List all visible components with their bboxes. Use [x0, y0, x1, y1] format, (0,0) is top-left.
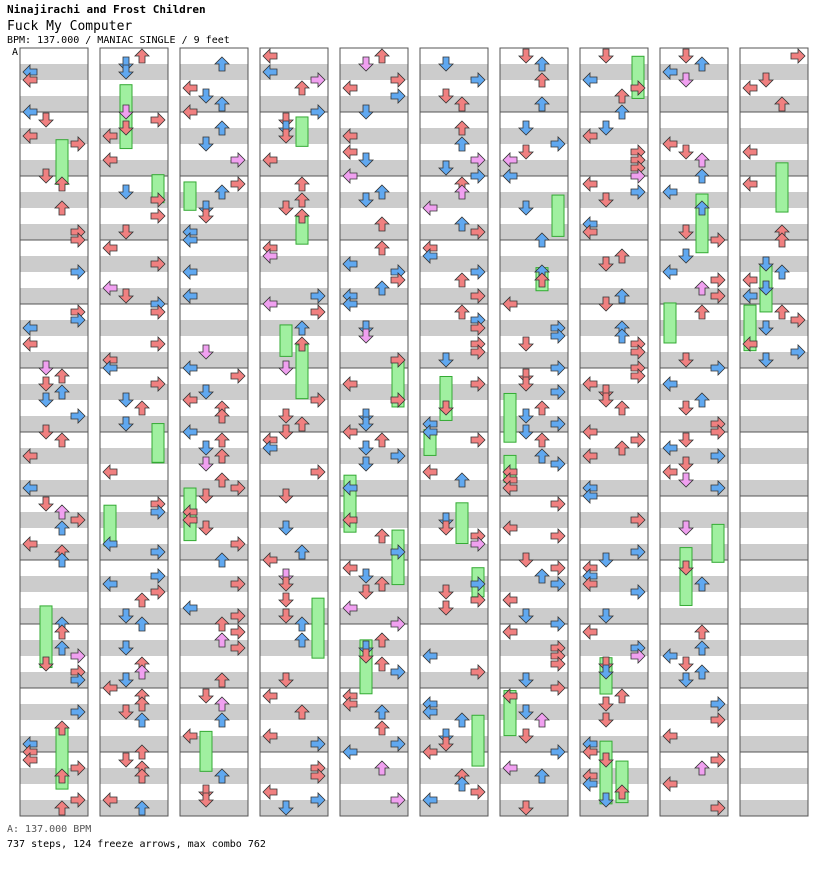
beat-stripe: [740, 720, 808, 736]
beat-stripe: [500, 784, 568, 800]
beat-stripe: [420, 400, 488, 416]
beat-stripe: [500, 544, 568, 560]
freeze-arrow-icon: [504, 393, 516, 442]
chart-info: BPM: 137.000 / MANIAC SINGLE / 9 feet: [7, 35, 230, 46]
beat-stripe: [20, 432, 88, 448]
beat-stripe: [260, 576, 328, 592]
song-title: Fuck My Computer: [7, 19, 133, 34]
beat-stripe: [180, 448, 248, 464]
freeze-arrow-icon: [296, 117, 308, 146]
beat-stripe: [260, 672, 328, 688]
beat-stripe: [260, 272, 328, 288]
beat-stripe: [660, 96, 728, 112]
beat-stripe: [20, 496, 88, 512]
beat-stripe: [740, 672, 808, 688]
beat-stripe: [740, 96, 808, 112]
beat-stripe: [580, 464, 648, 480]
freeze-arrow-icon: [664, 303, 676, 343]
freeze-arrow-icon: [280, 325, 292, 356]
beat-stripe: [740, 368, 808, 384]
beat-stripe: [740, 400, 808, 416]
beat-stripe: [180, 464, 248, 480]
beat-stripe: [580, 800, 648, 816]
freeze-arrow-icon: [552, 195, 564, 236]
beat-stripe: [260, 336, 328, 352]
beat-stripe: [180, 64, 248, 80]
beat-stripe: [580, 320, 648, 336]
beat-stripe: [180, 336, 248, 352]
beat-stripe: [100, 80, 168, 96]
beat-stripe: [740, 496, 808, 512]
beat-stripe: [740, 480, 808, 496]
beat-stripe: [20, 688, 88, 704]
bpm-marker: A: [12, 47, 19, 58]
beat-stripe: [100, 736, 168, 752]
beat-stripe: [580, 400, 648, 416]
beat-stripe: [20, 592, 88, 608]
beat-stripe: [260, 176, 328, 192]
beat-stripe: [100, 480, 168, 496]
beat-stripe: [660, 80, 728, 96]
beat-stripe: [740, 544, 808, 560]
beat-stripe: [100, 624, 168, 640]
beat-stripe: [580, 608, 648, 624]
beat-stripe: [180, 560, 248, 576]
chart-stats: 737 steps, 124 freeze arrows, max combo 762: [7, 839, 266, 850]
beat-stripe: [420, 48, 488, 64]
freeze-arrow-icon: [680, 548, 692, 606]
beat-stripe: [100, 608, 168, 624]
beat-stripe: [500, 272, 568, 288]
beat-stripe: [340, 320, 408, 336]
beat-stripe: [340, 240, 408, 256]
beat-stripe: [420, 768, 488, 784]
beat-stripe: [580, 672, 648, 688]
beat-stripe: [500, 64, 568, 80]
beat-stripe: [420, 96, 488, 112]
beat-stripe: [20, 384, 88, 400]
beat-stripe: [420, 608, 488, 624]
freeze-arrow-icon: [472, 715, 484, 766]
beat-stripe: [260, 192, 328, 208]
beat-stripe: [740, 608, 808, 624]
beat-stripe: [580, 720, 648, 736]
beat-stripe: [20, 288, 88, 304]
beat-stripe: [740, 800, 808, 816]
beat-stripe: [20, 48, 88, 64]
beat-stripe: [580, 304, 648, 320]
beat-stripe: [740, 768, 808, 784]
beat-stripe: [660, 400, 728, 416]
bpm-legend: A: 137.000 BPM: [7, 824, 92, 835]
beat-stripe: [260, 496, 328, 512]
beat-stripe: [740, 208, 808, 224]
beat-stripe: [20, 208, 88, 224]
freeze-arrow-icon: [152, 424, 164, 463]
freeze-arrow-icon: [776, 163, 788, 212]
beat-stripe: [740, 624, 808, 640]
beat-stripe: [20, 160, 88, 176]
beat-stripe: [260, 480, 328, 496]
beat-stripe: [180, 688, 248, 704]
beat-stripe: [420, 624, 488, 640]
beat-stripe: [180, 704, 248, 720]
beat-stripe: [260, 368, 328, 384]
beat-stripe: [100, 400, 168, 416]
beat-stripe: [740, 128, 808, 144]
beat-stripe: [340, 48, 408, 64]
beat-stripe: [100, 96, 168, 112]
beat-stripe: [740, 240, 808, 256]
beat-stripe: [180, 320, 248, 336]
beat-stripe: [20, 576, 88, 592]
beat-stripe: [740, 384, 808, 400]
beat-stripe: [660, 208, 728, 224]
beat-stripe: [20, 176, 88, 192]
beat-stripe: [340, 224, 408, 240]
freeze-arrow-icon: [296, 345, 308, 399]
beat-stripe: [500, 112, 568, 128]
beat-stripe: [180, 304, 248, 320]
beat-stripe: [260, 352, 328, 368]
beat-stripe: [20, 624, 88, 640]
beat-stripe: [340, 208, 408, 224]
beat-stripe: [20, 192, 88, 208]
beat-stripe: [100, 640, 168, 656]
beat-stripe: [260, 224, 328, 240]
beat-stripe: [740, 704, 808, 720]
beat-stripe: [340, 336, 408, 352]
beat-stripe: [20, 368, 88, 384]
beat-stripe: [180, 800, 248, 816]
beat-stripe: [260, 416, 328, 432]
beat-stripe: [580, 112, 648, 128]
beat-stripe: [20, 720, 88, 736]
beat-stripe: [260, 528, 328, 544]
beat-stripe: [420, 512, 488, 528]
beat-stripe: [260, 320, 328, 336]
beat-stripe: [260, 512, 328, 528]
beat-stripe: [100, 720, 168, 736]
beat-stripe: [660, 576, 728, 592]
beat-stripe: [500, 256, 568, 272]
beat-stripe: [20, 464, 88, 480]
beat-stripe: [100, 224, 168, 240]
beat-stripe: [100, 704, 168, 720]
beat-stripe: [20, 560, 88, 576]
beat-stripe: [660, 608, 728, 624]
beat-stripe: [420, 112, 488, 128]
beat-stripe: [740, 432, 808, 448]
beat-stripe: [260, 208, 328, 224]
beat-stripe: [740, 64, 808, 80]
song-artist: Ninajirachi and Frost Children: [7, 3, 206, 16]
beat-stripe: [20, 608, 88, 624]
beat-stripe: [340, 192, 408, 208]
beat-stripe: [500, 80, 568, 96]
beat-stripe: [740, 416, 808, 432]
freeze-arrow-icon: [312, 598, 324, 658]
beat-stripe: [260, 704, 328, 720]
beat-stripe: [740, 688, 808, 704]
beat-stripe: [580, 704, 648, 720]
beat-stripe: [740, 224, 808, 240]
beat-stripe: [180, 784, 248, 800]
beat-stripe: [660, 624, 728, 640]
beat-stripe: [660, 496, 728, 512]
beat-stripe: [100, 64, 168, 80]
beat-stripe: [340, 640, 408, 656]
beat-stripe: [20, 352, 88, 368]
beat-stripe: [740, 464, 808, 480]
freeze-arrow-icon: [456, 503, 468, 544]
beat-stripe: [100, 320, 168, 336]
beat-stripe: [740, 592, 808, 608]
beat-stripe: [180, 768, 248, 784]
beat-stripe: [660, 592, 728, 608]
beat-stripe: [500, 240, 568, 256]
beat-stripe: [740, 736, 808, 752]
beat-stripe: [420, 496, 488, 512]
beat-stripe: [180, 128, 248, 144]
freeze-arrow-icon: [200, 731, 212, 771]
freeze-arrow-icon: [712, 524, 724, 562]
beat-stripe: [740, 560, 808, 576]
beat-stripe: [740, 752, 808, 768]
beat-stripe: [100, 48, 168, 64]
beat-stripe: [580, 688, 648, 704]
beat-stripe: [740, 256, 808, 272]
beat-stripe: [740, 112, 808, 128]
beat-stripe: [340, 112, 408, 128]
beat-stripe: [420, 480, 488, 496]
beat-stripe: [740, 160, 808, 176]
beat-stripe: [660, 48, 728, 64]
beat-stripe: [740, 656, 808, 672]
beat-stripe: [260, 128, 328, 144]
beat-stripe: [660, 672, 728, 688]
beat-stripe: [580, 272, 648, 288]
beat-stripe: [740, 512, 808, 528]
beat-stripe: [740, 576, 808, 592]
beat-stripe: [660, 160, 728, 176]
beat-stripe: [580, 240, 648, 256]
beat-stripe: [180, 672, 248, 688]
beat-stripe: [740, 448, 808, 464]
beat-stripe: [340, 720, 408, 736]
freeze-arrow-icon: [184, 182, 196, 210]
beat-stripe: [500, 96, 568, 112]
beat-stripe: [100, 656, 168, 672]
beat-stripe: [580, 288, 648, 304]
beat-stripe: [500, 800, 568, 816]
beat-stripe: [100, 768, 168, 784]
beat-stripe: [500, 48, 568, 64]
beat-stripe: [740, 784, 808, 800]
beat-stripe: [740, 640, 808, 656]
beat-stripe: [740, 192, 808, 208]
beat-stripe: [660, 112, 728, 128]
beat-stripe: [340, 768, 408, 784]
beat-stripe: [180, 656, 248, 672]
beat-stripe: [180, 48, 248, 64]
beat-stripe: [580, 528, 648, 544]
beat-stripe: [100, 752, 168, 768]
beat-stripe: [420, 128, 488, 144]
beat-stripe: [180, 752, 248, 768]
beat-stripe: [580, 256, 648, 272]
beat-stripe: [740, 528, 808, 544]
